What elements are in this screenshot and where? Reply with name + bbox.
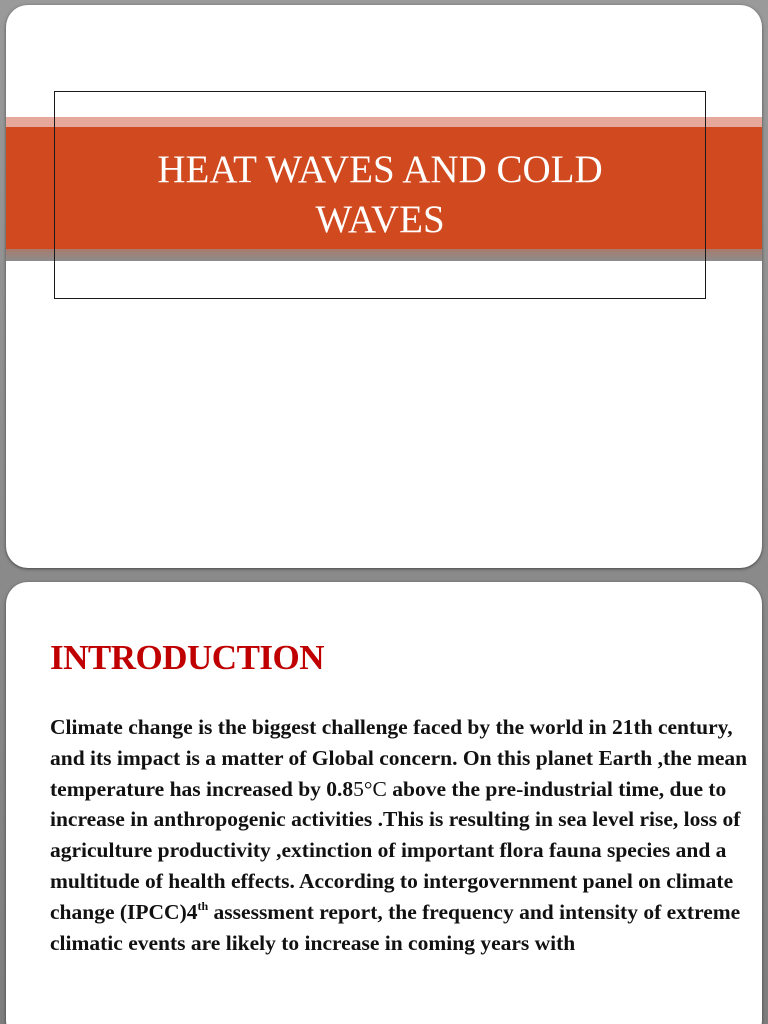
slide-title-line-1: HEAT WAVES AND COLD — [157, 148, 603, 191]
slide-title — [54, 145, 706, 245]
paragraph-part-2: above the pre-industrial time, due to increase in anthropogenic activities .This is resulting in sea level rise, loss of agriculture productivity ,extinction of important flora fauna species and a multitude of health effects. According to intergovernment panel on climate change (IPCC)4 — [50, 776, 741, 924]
ordinal-superscript: th — [197, 898, 209, 913]
introduction-heading: INTRODUCTION — [50, 638, 325, 677]
paragraph-part-3: assessment report, the frequency and intensity of extreme climatic events are likely to increase in coming years with — [50, 899, 741, 955]
paragraph-part-1: Climate change is the biggest challenge faced by the world in 21th century, and its impact is a matter of Global concern. On this planet Earth ,the mean temperature has increased by 0.8 — [50, 715, 748, 801]
temperature-value: 5°C — [353, 776, 387, 801]
title-slide — [6, 5, 762, 568]
introduction-paragraph — [50, 712, 750, 958]
slide-title-line-2: WAVES — [315, 198, 445, 241]
introduction-slide — [6, 582, 762, 1024]
